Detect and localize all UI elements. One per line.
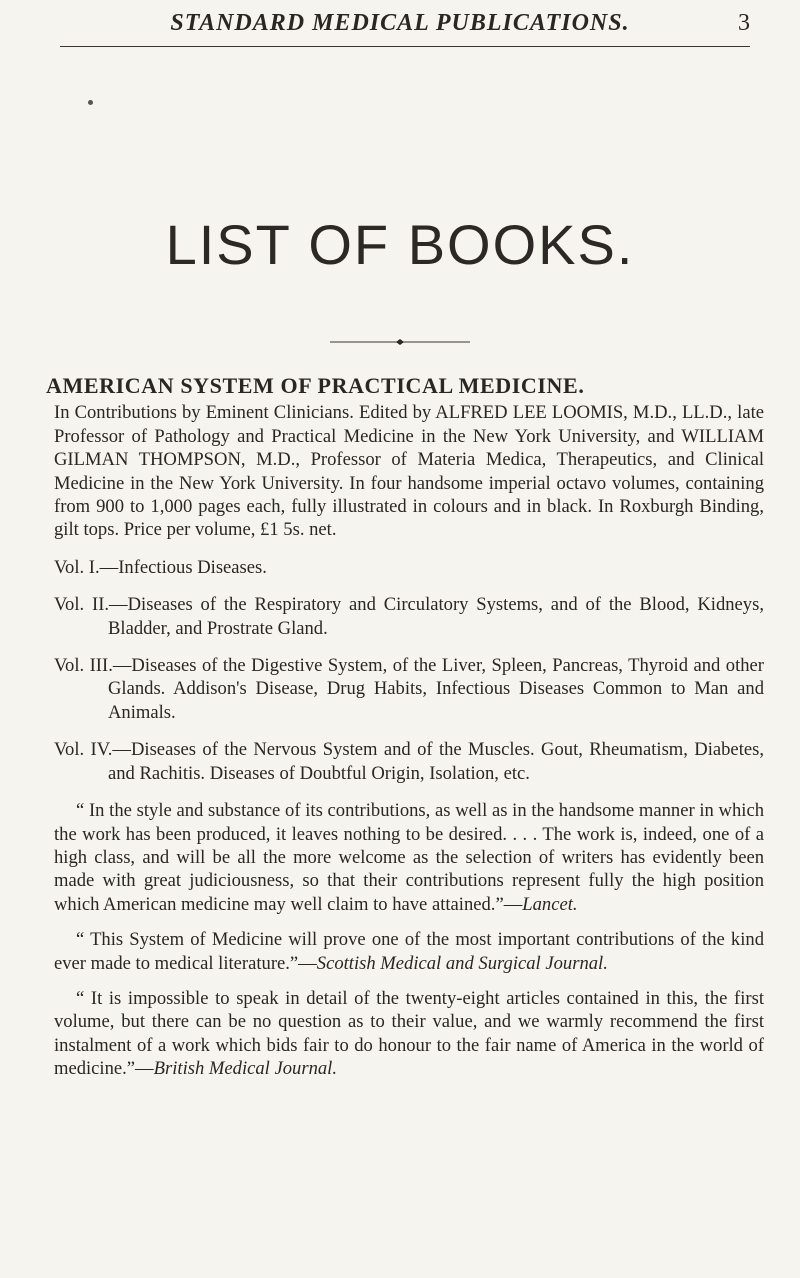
review-text: “ In the style and substance of its contributions, as well as in the handsome manner in which the work has been produced, it leaves nothing to be desired. . . . The work is, indeed, one of a high class, and will be all the more welcome as the selection of writers has evidently been made with great judiciousness, so that their contributions represent fully the high position which American medicine may well claim to have attained.”— bbox=[54, 800, 764, 915]
ink-speck bbox=[88, 100, 93, 105]
running-head: STANDARD MEDICAL PUBLICATIONS. bbox=[170, 10, 630, 36]
volume-entry: Vol. I.—Infectious Diseases. bbox=[54, 556, 267, 578]
review-quote bbox=[54, 799, 764, 916]
volume-entry: Vol. III.—Diseases of the Digestive System, of the Liver, Spleen, Pancreas, Thyroid and other Glands. Addison's Disease, Drug Habits, Infectious Diseases Common to Man and Animals. bbox=[54, 655, 764, 723]
book-description: In Contributions by Eminent Clinicians. Edited by ALFRED LEE LOOMIS, M.D., LL.D., late Professor of Pathology and Practical Medicine in the New York University, and WILLIAM GILMAN THOMPSON, M.D., Professor of Materia Medica, Therapeutics, and Clinical Medicine in the New York University. In four handsome imperial octavo volumes, containing from 900 to 1,000 pages each, fully illustrated in colours and in black. In Roxburgh Binding, gilt tops. Price per volume, £1 5s. net. bbox=[54, 402, 764, 541]
review-text: “ It is impossible to speak in detail of the twenty-eight articles contained in this, the first volume, but there can be no question as to their value, and we warmly recommend the first instalment of a work which bids fair to do honour to the fair name of America in the world of medicine.”— bbox=[54, 987, 764, 1080]
section-title: AMERICAN SYSTEM OF PRACTICAL MEDICINE. bbox=[46, 373, 585, 398]
list-title: LIST OF BOOKS. bbox=[165, 213, 635, 276]
ornament-rule bbox=[330, 338, 470, 346]
review-source: Scottish Medical and Surgical Journal. bbox=[316, 952, 608, 974]
review-quote bbox=[54, 928, 764, 975]
volume-entry: Vol. IV.—Diseases of the Nervous System and of the Muscles. Gout, Rheumatism, Diabetes, and Rachitis. Diseases of Doubtful Origin, Isolation, etc. bbox=[54, 739, 764, 784]
review-quote bbox=[54, 987, 764, 1081]
review-source: Lancet. bbox=[522, 893, 578, 915]
volume-entry: Vol. II.—Diseases of the Respiratory and Circulatory Systems, and of the Blood, Kidneys, Bladder, and Prostrate Gland. bbox=[54, 594, 764, 639]
review-source: British Medical Journal. bbox=[153, 1058, 337, 1080]
review-text: “ This System of Medicine will prove one of the most important contributions of the kind ever made to medical literature.”— bbox=[54, 929, 764, 974]
book-entry bbox=[46, 374, 764, 1093]
header-rule bbox=[60, 46, 750, 47]
page-number: 3 bbox=[738, 10, 750, 36]
